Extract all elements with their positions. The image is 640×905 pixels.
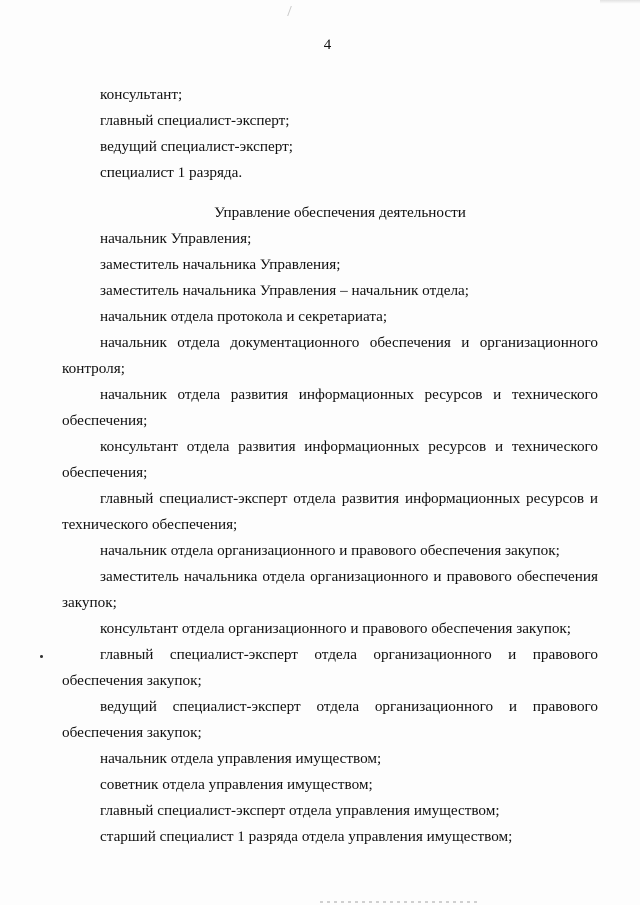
position-item: начальник Управления; xyxy=(100,230,252,247)
position-item: главный специалист-эксперт отдела организационного и правового обеспечения закупок; xyxy=(62,646,598,689)
position-item: заместитель начальника Управления – начальник отдела; xyxy=(100,282,470,299)
position-item: начальник отдела протокола и секретариата; xyxy=(100,308,388,325)
position-item: главный специалист-эксперт отдела развития информационных ресурсов и технического обеспечения; xyxy=(62,490,598,533)
position-item: консультант отдела организационного и правового обеспечения закупок; xyxy=(100,620,572,637)
position-item: заместитель начальника отдела организационного и правового обеспечения закупок; xyxy=(62,568,598,611)
intro-item: ведущий специалист-эксперт; xyxy=(100,138,293,155)
page-number: 4 xyxy=(323,37,332,53)
scan-artifact-bottom xyxy=(320,901,480,903)
position-item: главный специалист-эксперт отдела управления имуществом; xyxy=(100,802,500,819)
intro-item: консультант; xyxy=(100,86,183,103)
position-item: начальник отдела организационного и правового обеспечения закупок; xyxy=(100,542,560,559)
position-item: начальник отдела развития информационных ресурсов и технического обеспечения; xyxy=(62,386,598,429)
position-item: начальник отдела управления имуществом; xyxy=(100,750,382,767)
intro-item: специалист 1 разряда. xyxy=(100,164,243,181)
intro-item: главный специалист-эксперт; xyxy=(100,112,290,129)
position-item: заместитель начальника Управления; xyxy=(100,256,341,273)
position-item: начальник отдела документационного обеспечения и организационного контроля; xyxy=(62,334,598,377)
scan-artifact-mark xyxy=(281,6,292,16)
position-item: старший специалист 1 разряда отдела управления имуществом; xyxy=(100,828,513,845)
scan-artifact-corner xyxy=(600,0,640,4)
position-item: ведущий специалист-эксперт отдела организационного и правового обеспечения закупок; xyxy=(62,698,598,741)
scan-artifact-dot xyxy=(40,655,43,658)
section-heading: Управление обеспечения деятельности xyxy=(214,204,466,221)
document-body xyxy=(62,82,598,850)
position-item: советник отдела управления имуществом; xyxy=(100,776,373,793)
position-item: консультант отдела развития информационных ресурсов и технического обеспечения; xyxy=(62,438,598,481)
